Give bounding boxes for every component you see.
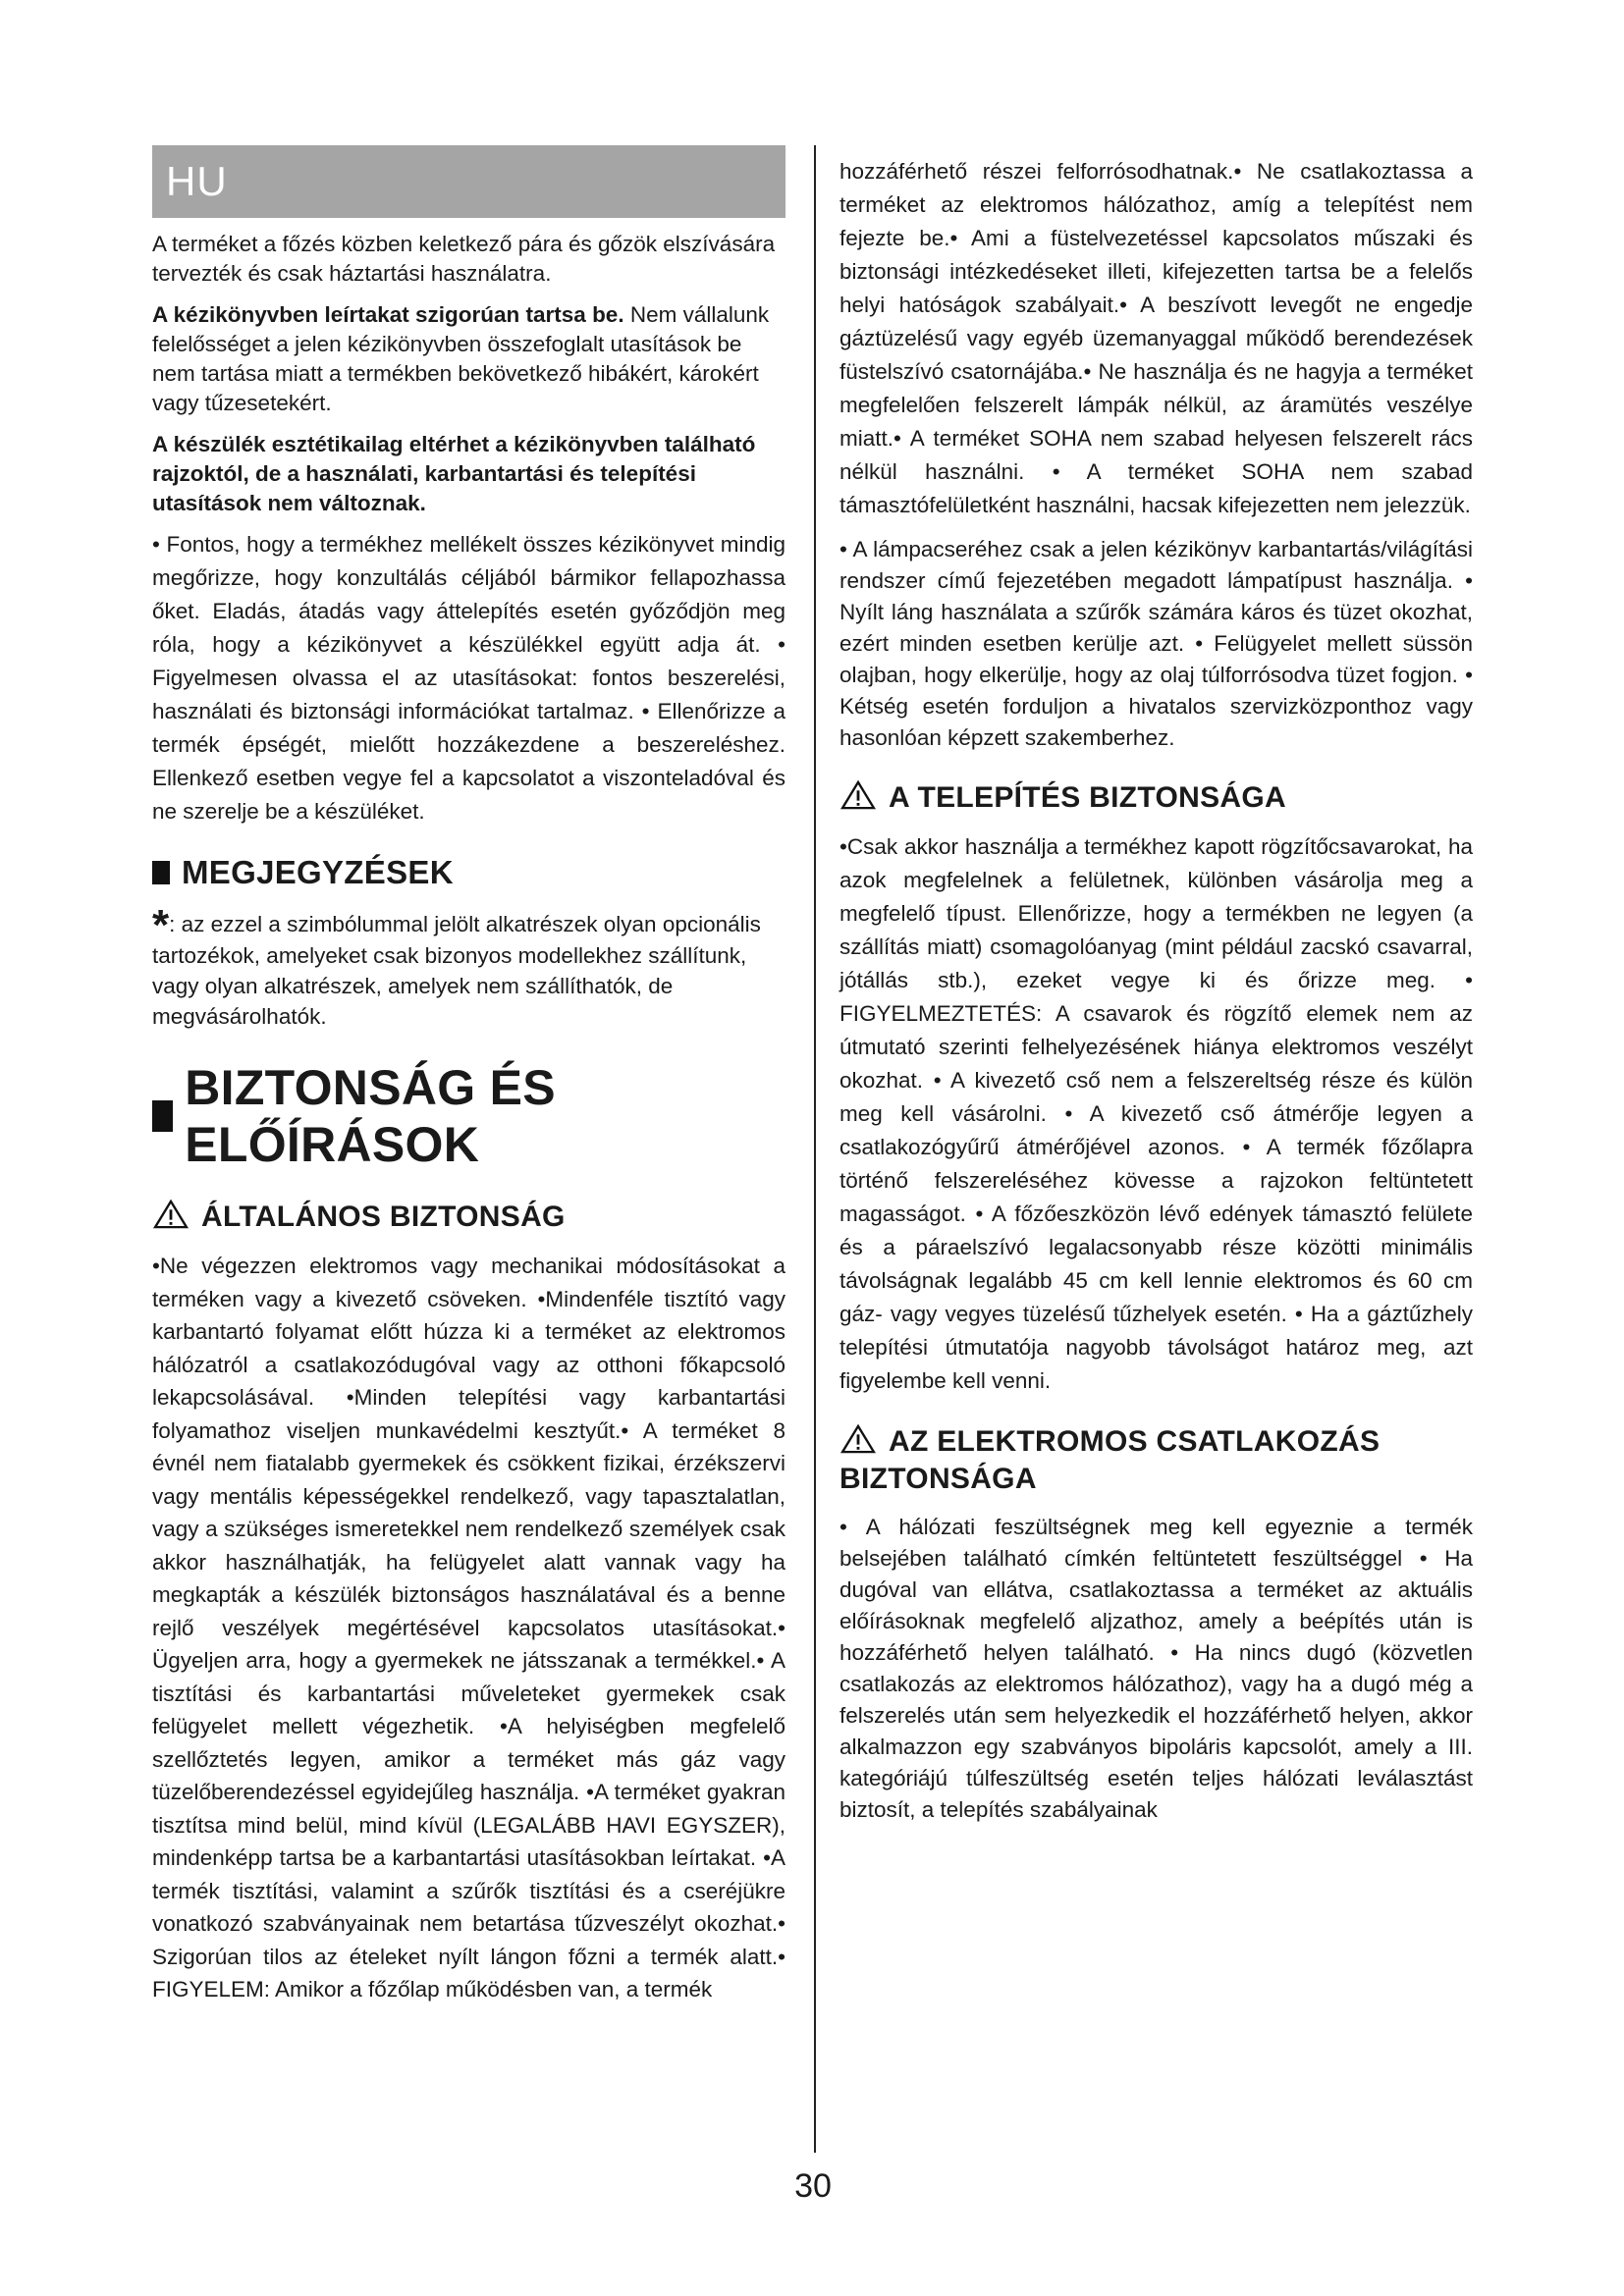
electric-safety-heading (839, 1423, 1473, 1498)
right-column (839, 155, 1473, 1838)
electric-safety-paragraph: • A hálózati feszültségnek meg kell egyeznie a termék belsejében található címkén feltüntetett feszültséggel • Ha dugóval van ellátva, csatlakoztassa a terméket az aktuális előírásoknak megfelelő aljzathoz, amely a beépítés után is hozzáférhető helyen található. • Ha nincs dugó (közvetlen csatlakozás az elektromos hálózathoz), vagy ha a dugó még a felszerelés után sem helyezkedik el hozzáférhető helyen, akkor alkalmazzon egy szabványos bipoláris kapcsolót, amely a III. kategóriájú túlfeszültség esetén teljes hálózati leválasztást biztosít, a telepítés szabályainak (839, 1515, 1473, 1822)
instructions-paragraph (152, 300, 785, 418)
general-safety-heading-text: ÁLTALÁNOS BIZTONSÁG (201, 1201, 566, 1233)
page-number: 30 (794, 2167, 832, 2205)
instructions-lead: A kézikönyvben leírtakat szigorúan tartsa be. (152, 302, 624, 327)
general-safety-heading (152, 1199, 785, 1236)
warning-icon (839, 780, 877, 810)
warning-icon (152, 1200, 189, 1229)
left-column (152, 145, 785, 2018)
notes-heading (152, 854, 785, 891)
safety-heading-text: BIZTONSÁG ÉS ELŐÍRÁSOK (185, 1060, 556, 1172)
install-safety-heading-text: A TELEPÍTÉS BIZTONSÁGA (889, 781, 1286, 814)
square-bullet-icon (152, 1100, 173, 1132)
notes-paragraph (152, 901, 785, 1032)
continued-paragraph: hozzáférhető részei felforrósodhatnak.• Ne csatlakoztassa a terméket az elektromos hálózathoz, amíg a telepítést nem fejezte be.• Ami a füstelvezetéssel kapcsolatos műszaki és biztonsági intézkedéseket illeti, kifejezetten tartsa be a felelős helyi hatóságok szabályait.• A beszívott levegőt ne engedje gáztüzelésű vagy egyéb üzemanyaggal működő berendezések füstelszívó csatornájába.• Ne használja és ne hagyja a terméket megfelelően felszerelt lámpák nélkül, az áramütés veszélye miatt.• A terméket SOHA nem szabad helyesen felszerelt rács nélkül használni. • A terméket SOHA nem szabad támasztófelületként használni, hacsak kifejezetten nem jelezzük. (839, 159, 1473, 517)
intro-paragraph: A terméket a főzés közben keletkező pára és gőzök elszívására tervezték és csak háztartási használatra. (152, 232, 776, 286)
notes-heading-text: MEGJEGYZÉSEK (182, 854, 454, 890)
notes-text: : az ezzel a szimbólummal jelölt alkatrészek olyan opcionális tartozékok, amelyeket csak bizonyos modellekhez szállítunk, vagy olyan alkatrészek, amelyek nem szállíthatók, de megvásárolhatók. (152, 912, 761, 1029)
language-tag: HU (166, 158, 228, 204)
general-safety-paragraph: •Ne végezzen elektromos vagy mechanikai módosításokat a terméken vagy a kivezető csöveken. •Mindenféle tisztító vagy karbantartó folyamat előtt húzza ki a terméket az elektromos hálózatról a csatlakozódugóval vagy az otthoni főkapcsoló lekapcsolásával. •Minden telepítési vagy karbantartási folyamathoz viseljen munkavédelmi kesztyűt.• A terméket 8 évnél nem fiatalabb gyermekek és csökkent fizikai, érzékszervi vagy mentális képességekkel rendelkező, vagy tapasztalatlan, vagy a szükséges ismeretekkel nem rendelkező személyek csak akkor használhatják, ha felügyelet alatt vannak vagy ha megkapták a készülék biztonságos használatával és a benne rejlő veszélyek megértésével kapcsolatos utasításokat.• Ügyeljen arra, hogy a gyermekek ne játsszanak a termékkel.• A tisztítási és karbantartási műveleteket gyermekek csak felügyelet mellett végezhetik. •A helyiségben megfelelő szellőztetés legyen, amikor a terméket más gáz vagy tüzelőberendezéssel egyidejűleg használja. •A terméket gyakran tisztítsa mind belül, mind kívül (LEGALÁBB HAVI EGYSZER), mindenképp tartsa be a karbantartási utasításokban leírtakat. •A termék tisztítási, valamint a szűrők tisztítási és a cseréjükre vonatkozó szabványainak nem betartása tűzveszélyt okozhat.• Szigorúan tilos az ételeket nyílt lángon főzni a termék alatt.• FIGYELEM: Amikor a főzőlap működésben van, a termék (152, 1254, 785, 2002)
star-icon: * (152, 901, 170, 949)
install-safety-heading (839, 779, 1473, 817)
instructions-rest: Nem vállalunk felelősséget a jelen kézikönyvben összefoglalt utasítások be nem tartása miatt a termékben bekövetkező hibákért, károkért vagy tűzesetekért. (152, 302, 770, 415)
column-divider (814, 145, 816, 2153)
language-header (152, 145, 785, 218)
safety-heading (152, 1059, 785, 1173)
aesthetic-note: A készülék esztétikailag eltérhet a kézikönyvben található rajzoktól, de a használati, karbantartási és telepítési utasítások nem változnak. (152, 432, 756, 515)
warning-icon (839, 1424, 877, 1454)
lamp-paragraph: • A lámpacseréhez csak a jelen kézikönyv karbantartás/világítási rendszer című fejezetében megadott lámpatípust használja. • Nyílt láng használata a szűrők számára káros és tüzet okozhat, ezért minden esetben kerülje azt. • Felügyelet mellett süssön olajban, hogy elkerülje, hogy az olaj túlforrósodva tüzet fogjon. • Kétség esetén forduljon a hivatalos szervizközponthoz vagy hasonlóan képzett szakemberhez. (839, 537, 1473, 750)
install-safety-paragraph: •Csak akkor használja a termékhez kapott rögzítőcsavarokat, ha azok megfelelnek a felületnek, különben vásárolja meg a megfelelő típust. Ellenőrizze, hogy a termékben ne legyen (a szállítás miatt) csomagolóanyag (mint például zacskó csavarral, jótállás stb.), ezeket vegye ki és őrizze meg. • FIGYELMEZTETÉS: A csavarok és rögzítő elemek nem az útmutató szerinti felhelyezésének hiánya elektromos veszélyt okozhat. • A kivezető cső nem a felszereltség része és külön meg kell vásárolni. • A kivezető cső átmérője legyen a csatlakozógyűrű átmérőjével azonos. • A termék főzőlapra történő felszereléséhez kövesse a rajzokon feltüntetett magasságot. • A főzőeszközön lévő edények támasztó felülete és a páraelszívó legalacsonyabb része közötti minimális távolságnak legalább 45 cm kell lennie elektromos és 60 cm gáz- vagy vegyes tüzelésű tűzhelyek esetén. • Ha a gáztűzhely telepítési útmutatója nagyobb távolságot határoz meg, azt figyelembe kell venni. (839, 834, 1473, 1393)
square-bullet-icon (152, 861, 170, 884)
electric-safety-heading-text: AZ ELEKTROMOS CSATLAKOZÁS BIZTONSÁGA (839, 1425, 1380, 1495)
manual-paragraph: • Fontos, hogy a termékhez mellékelt összes kézikönyvet mindig megőrizze, hogy konzultálás céljából bármikor fellapozhassa őket. Eladás, átadás vagy áttelepítés esetén győződjön meg róla, hogy a kézikönyvet a készülékkel együtt adja át. • Figyelmesen olvassa el az utasításokat: fontos beszerelési, használati és biztonsági információkat tartalmaz. • Ellenőrizze a termék épségét, mielőtt hozzákezdene a beszereléshez. Ellenkező esetben vegye fel a kapcsolatot a viszonteladóval és ne szerelje be a készüléket. (152, 532, 785, 824)
